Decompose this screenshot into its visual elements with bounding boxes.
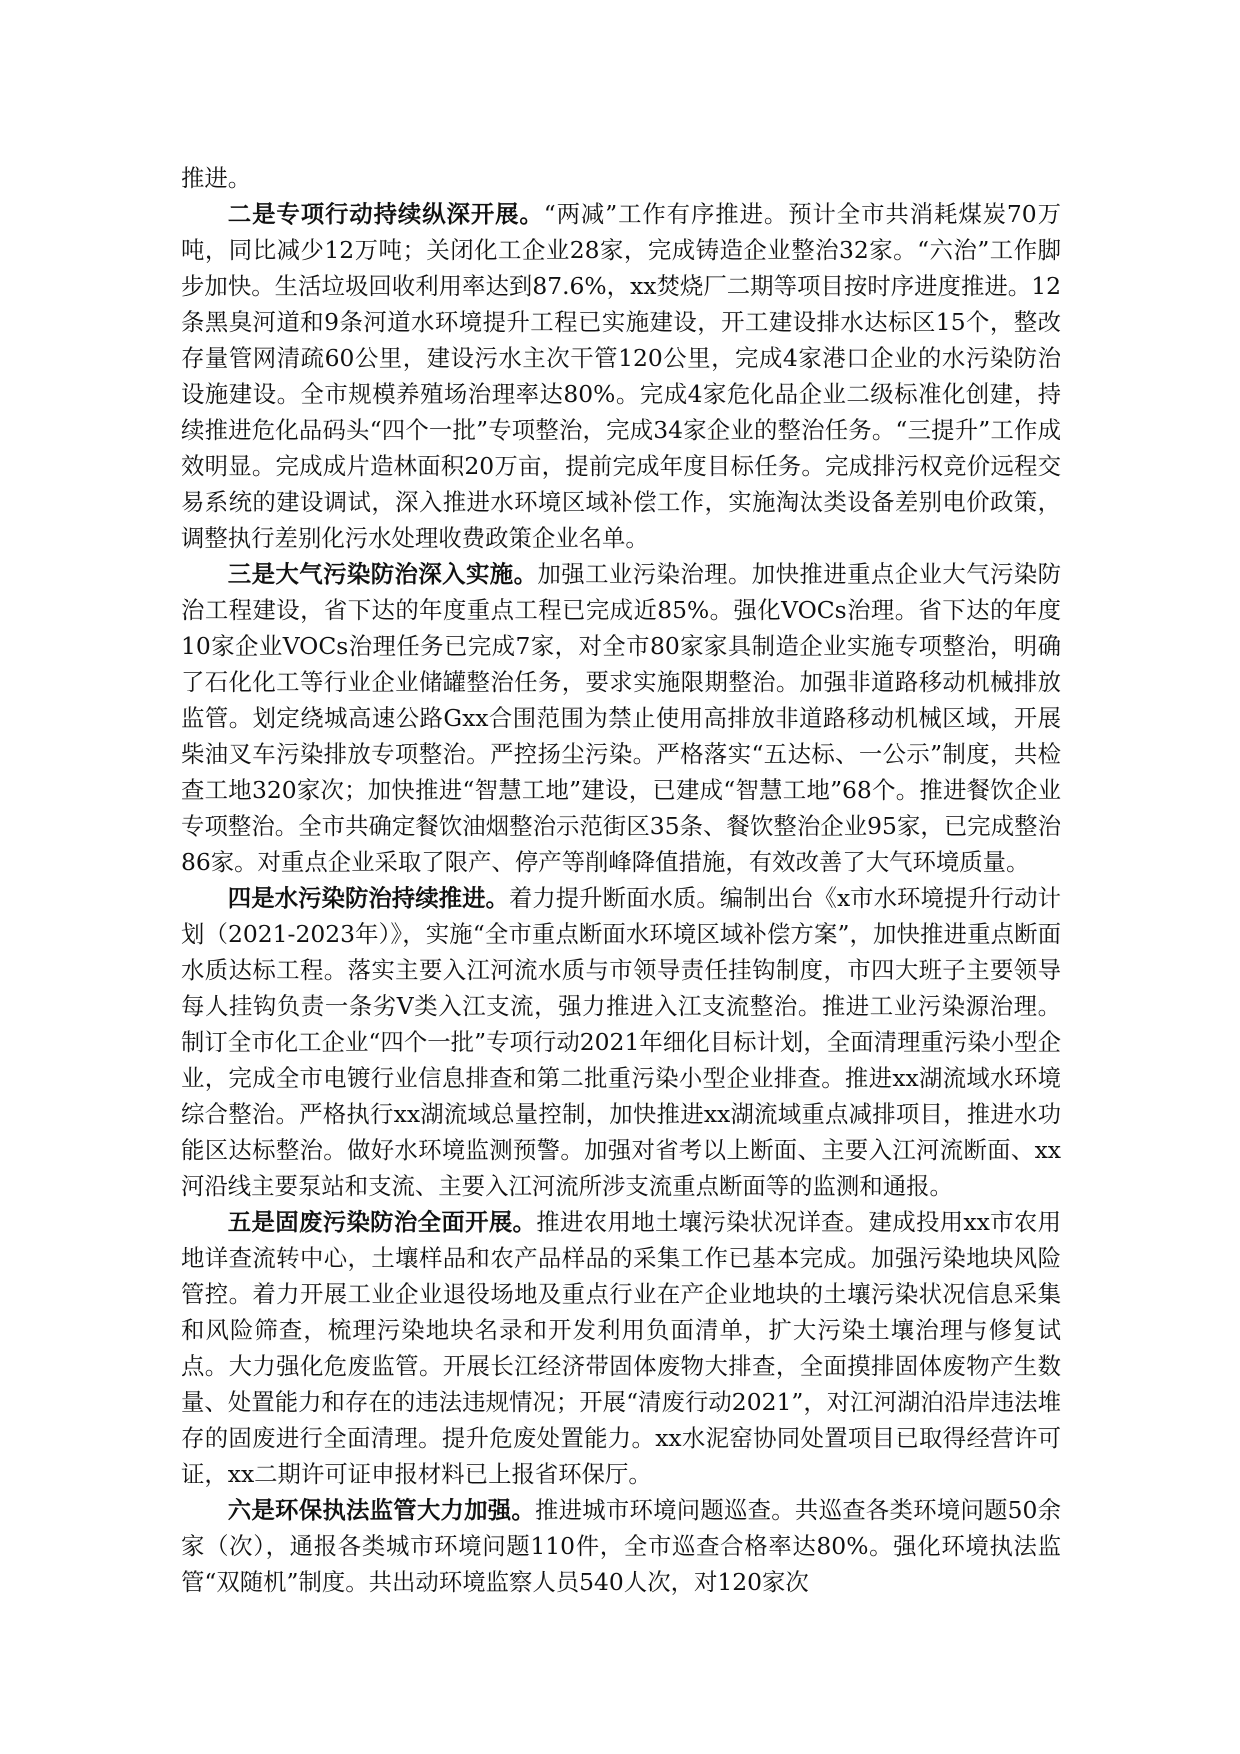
- paragraph-air-pollution: [181, 556, 1061, 880]
- paragraph-special-actions: [181, 196, 1061, 556]
- paragraph-body: 推进城市环境问题巡查。共巡查各类环境问题50余家（次），通报各类城市环境问题110件，全市巡查合格率达80%。强化环境执法监管“双随机”制度。共出动环境监察人员540人次，对120家次: [181, 1496, 1062, 1596]
- paragraph-enforcement: [181, 1492, 1061, 1600]
- paragraph-heading: 六是环保执法监管大力加强。: [227, 1496, 535, 1524]
- paragraph-body: 推进农用地土壤污染状况详查。建成投用xx市农用地详查流转中心，土壤样品和农产品样品的采集工作已基本完成。加强污染地块风险管控。着力开展工业企业退役场地及重点行业在产企业地块的土壤污染状况信息采集和风险筛查，梳理污染地块名录和开发利用负面清单，扩大污染土壤治理与修复试点。大力强化危废监管。开展长江经济带固体废物大排查，全面摸排固体废物产生数量、处置能力和存在的违法违规情况；开展“清废行动2021”，对江河湖泊沿岸违法堆存的固废进行全面清理。提升危废处置能力。xx水泥窑协同处置项目已取得经营许可证，xx二期许可证申报材料已上报省环保厅。: [181, 1208, 1062, 1488]
- paragraph-heading: 五是固废污染防治全面开展。: [227, 1208, 537, 1236]
- paragraph-body: 着力提升断面水质。编制出台《x市水环境提升行动计划（2021-2023年）》，实施“全市重点断面水环境区域补偿方案”，加快推进重点断面水质达标工程。落实主要入江河流水质与市领导责任挂钩制度，市四大班子主要领导每人挂钩负责一条劣Ⅴ类入江支流，强力推进入江支流整治。推进工业污染源治理。制订全市化工企业“四个一批”专项行动2021年细化目标计划，全面清理重污染小型企业，完成全市电镀行业信息排查和第二批重污染小型企业排查。推进xx湖流域水环境综合整治。严格执行xx湖流域总量控制，加快推进xx湖流域重点减排项目，推进水功能区达标整治。做好水环境监测预警。加强对省考以上断面、主要入江河流断面、xx河沿线主要泵站和支流、主要入江河流所涉支流重点断面等的监测和通报。: [181, 884, 1061, 1200]
- paragraph-continuation: [181, 160, 1061, 196]
- paragraph-body: 推进。: [181, 164, 252, 192]
- paragraph-water-pollution: [181, 880, 1061, 1204]
- paragraph-body: 加强工业污染治理。加快推进重点企业大气污染防治工程建设，省下达的年度重点工程已完成近85%。强化VOCs治理。省下达的年度10家企业VOCs治理任务已完成7家，对全市80家家具制造企业实施专项整治，明确了石化化工等行业企业储罐整治任务，要求实施限期整治。加强非道路移动机械排放监管。划定绕城高速公路Gxx合围范围为禁止使用高排放非道路移动机械区域，开展柴油叉车污染排放专项整治。严控扬尘污染。严格落实“五达标、一公示”制度，共检查工地320家次；加快推进“智慧工地”建设，已建成“智慧工地”68个。推进餐饮企业专项整治。全市共确定餐饮油烟整治示范街区35条、餐饮整治企业95家，已完成整治86家。对重点企业采取了限产、停产等削峰降值措施，有效改善了大气环境质量。: [181, 560, 1062, 876]
- paragraph-solid-waste: [181, 1204, 1061, 1492]
- paragraph-body: “两减”工作有序推进。预计全市共消耗煤炭70万吨，同比减少12万吨；关闭化工企业28家，完成铸造企业整治32家。“六治”工作脚步加快。生活垃圾回收利用率达到87.6%，xx焚烧厂二期等项目按时序进度推进。12条黑臭河道和9条河道水环境提升工程已实施建设，开工建设排水达标区15个，整改存量管网清疏60公里，建设污水主次干管120公里，完成4家港口企业的水污染防治设施建设。全市规模养殖场治理率达80%。完成4家危化品企业二级标准化创建，持续推进危化品码头“四个一批”专项整治，完成34家企业的整治任务。“三提升”工作成效明显。完成成片造林面积20万亩，提前完成年度目标任务。完成排污权竞价远程交易系统的建设调试，深入推进水环境区域补偿工作，实施淘汰类设备差别电价政策，调整执行差别化污水处理收费政策企业名单。: [181, 200, 1061, 552]
- document-page: [181, 160, 1061, 1600]
- paragraph-heading: 四是水污染防治持续推进。: [227, 884, 509, 912]
- paragraph-heading: 二是专项行动持续纵深开展。: [227, 200, 544, 228]
- paragraph-heading: 三是大气污染防治深入实施。: [227, 560, 538, 588]
